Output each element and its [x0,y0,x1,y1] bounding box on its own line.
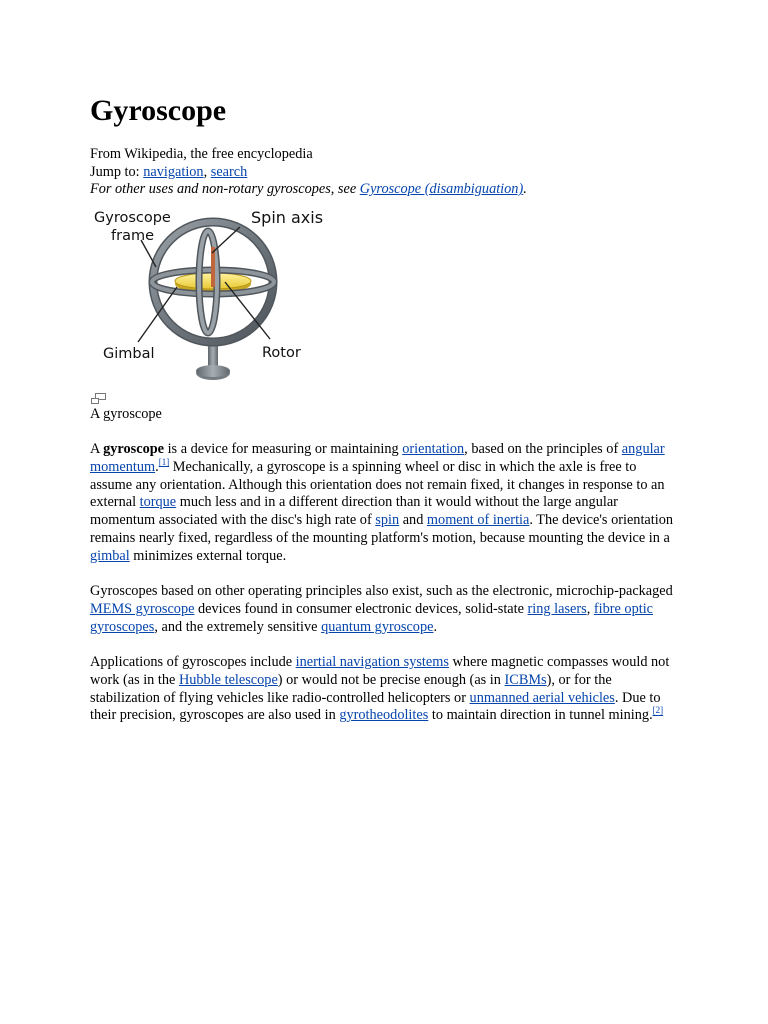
text: and [399,512,427,529]
enlarge-icon[interactable] [90,392,108,406]
gimbal-link[interactable]: gimbal [90,547,130,564]
text: , and the extremely sensitive [154,618,322,635]
moment-of-inertia-link[interactable]: moment of inertia [426,512,530,529]
jump-prefix: Jump to: [90,163,144,180]
label-spin-axis: Spin axis [251,208,324,227]
torque-link[interactable]: torque [139,494,177,511]
hubble-telescope-link[interactable]: Hubble telescope [178,671,278,688]
fibre-optic-gyroscopes-link[interactable]: fibre optic gyroscopes [90,600,654,635]
text: is a device for measuring or maintaining [164,441,403,457]
text: ), or for the stabilization of flying vehicles like radio-controlled helicopters or [90,671,612,706]
navigation-link[interactable]: navigation [143,163,204,180]
article-body [90,441,682,743]
ring-lasers-link[interactable]: ring lasers [527,600,587,617]
bold-term: gyroscope [103,441,165,457]
text: A [90,441,104,457]
text: minimizes external torque. [129,547,287,564]
angular-momentum-link[interactable]: angular momentum [90,441,665,475]
text: Mechanically, a gyroscope is a spinning wheel or disc in which the axle is free to assume any orientation. Although this orientation does not remain fixed, it changes in response to an external [90,458,665,511]
reference-2-link[interactable]: [2] [652,705,664,716]
text: devices found in consumer electronic devices, solid-state [194,600,528,617]
paragraph-2 [90,583,682,636]
paragraph-3 [90,654,682,725]
jump-separator: , [203,163,211,180]
text: much less and in a different direction than it would without the large angular momentum associated with the disc's high rate of [90,494,618,529]
mems-gyroscope-link[interactable]: MEMS gyroscope [90,600,195,617]
hatnote-suffix: . [523,181,527,197]
gyroscope-figure[interactable] [90,205,350,390]
figure-caption: A gyroscope [90,406,162,422]
text: . The device's orientation remains nearly fixed, regardless of the mounting platform's motion, because mounting the device in a [90,512,674,546]
label-frame-line2: frame [111,228,154,244]
text: , based on the principles of [464,441,622,457]
text: . Due to their precision, gyroscopes are also used in [90,689,661,724]
gyrotheodolites-link[interactable]: gyrotheodolites [339,707,429,724]
unmanned-aerial-vehicles-link[interactable]: unmanned aerial vehicles [469,689,615,706]
text: . [433,618,438,635]
quantum-gyroscope-link[interactable]: quantum gyroscope [321,618,434,635]
label-frame-line1: Gyroscope [94,210,171,226]
text: ) or would not be precise enough (as in [277,671,505,688]
hatnote-text: For other uses and non-rotary gyroscopes, see [90,181,360,197]
disambiguation-link[interactable]: Gyroscope (disambiguation) [359,181,524,197]
inertial-navigation-link[interactable]: inertial navigation systems [295,653,449,670]
spin-link[interactable]: spin [375,512,400,529]
page-title: Gyroscope [90,94,227,127]
text: Applications of gyroscopes include [90,653,296,670]
text: where magnetic compasses would not work (as in the [90,653,670,688]
label-gimbal: Gimbal [103,346,155,362]
text: . [155,458,159,475]
article-meta [90,146,527,199]
orientation-link[interactable]: orientation [402,441,465,457]
text: , [586,600,594,617]
hatnote [90,181,527,199]
from-line: From Wikipedia, the free encyclopedia [90,146,313,162]
label-rotor: Rotor [262,345,301,361]
text: Gyroscopes based on other operating principles also exist, such as the electronic, microchip-packaged [90,583,673,600]
paragraph-1 [90,441,682,566]
icbms-link[interactable]: ICBMs [504,671,547,688]
text: to maintain direction in tunnel mining. [428,707,653,724]
jump-to [90,164,527,182]
search-link[interactable]: search [210,163,248,180]
reference-1-link[interactable]: [1] [158,457,170,468]
